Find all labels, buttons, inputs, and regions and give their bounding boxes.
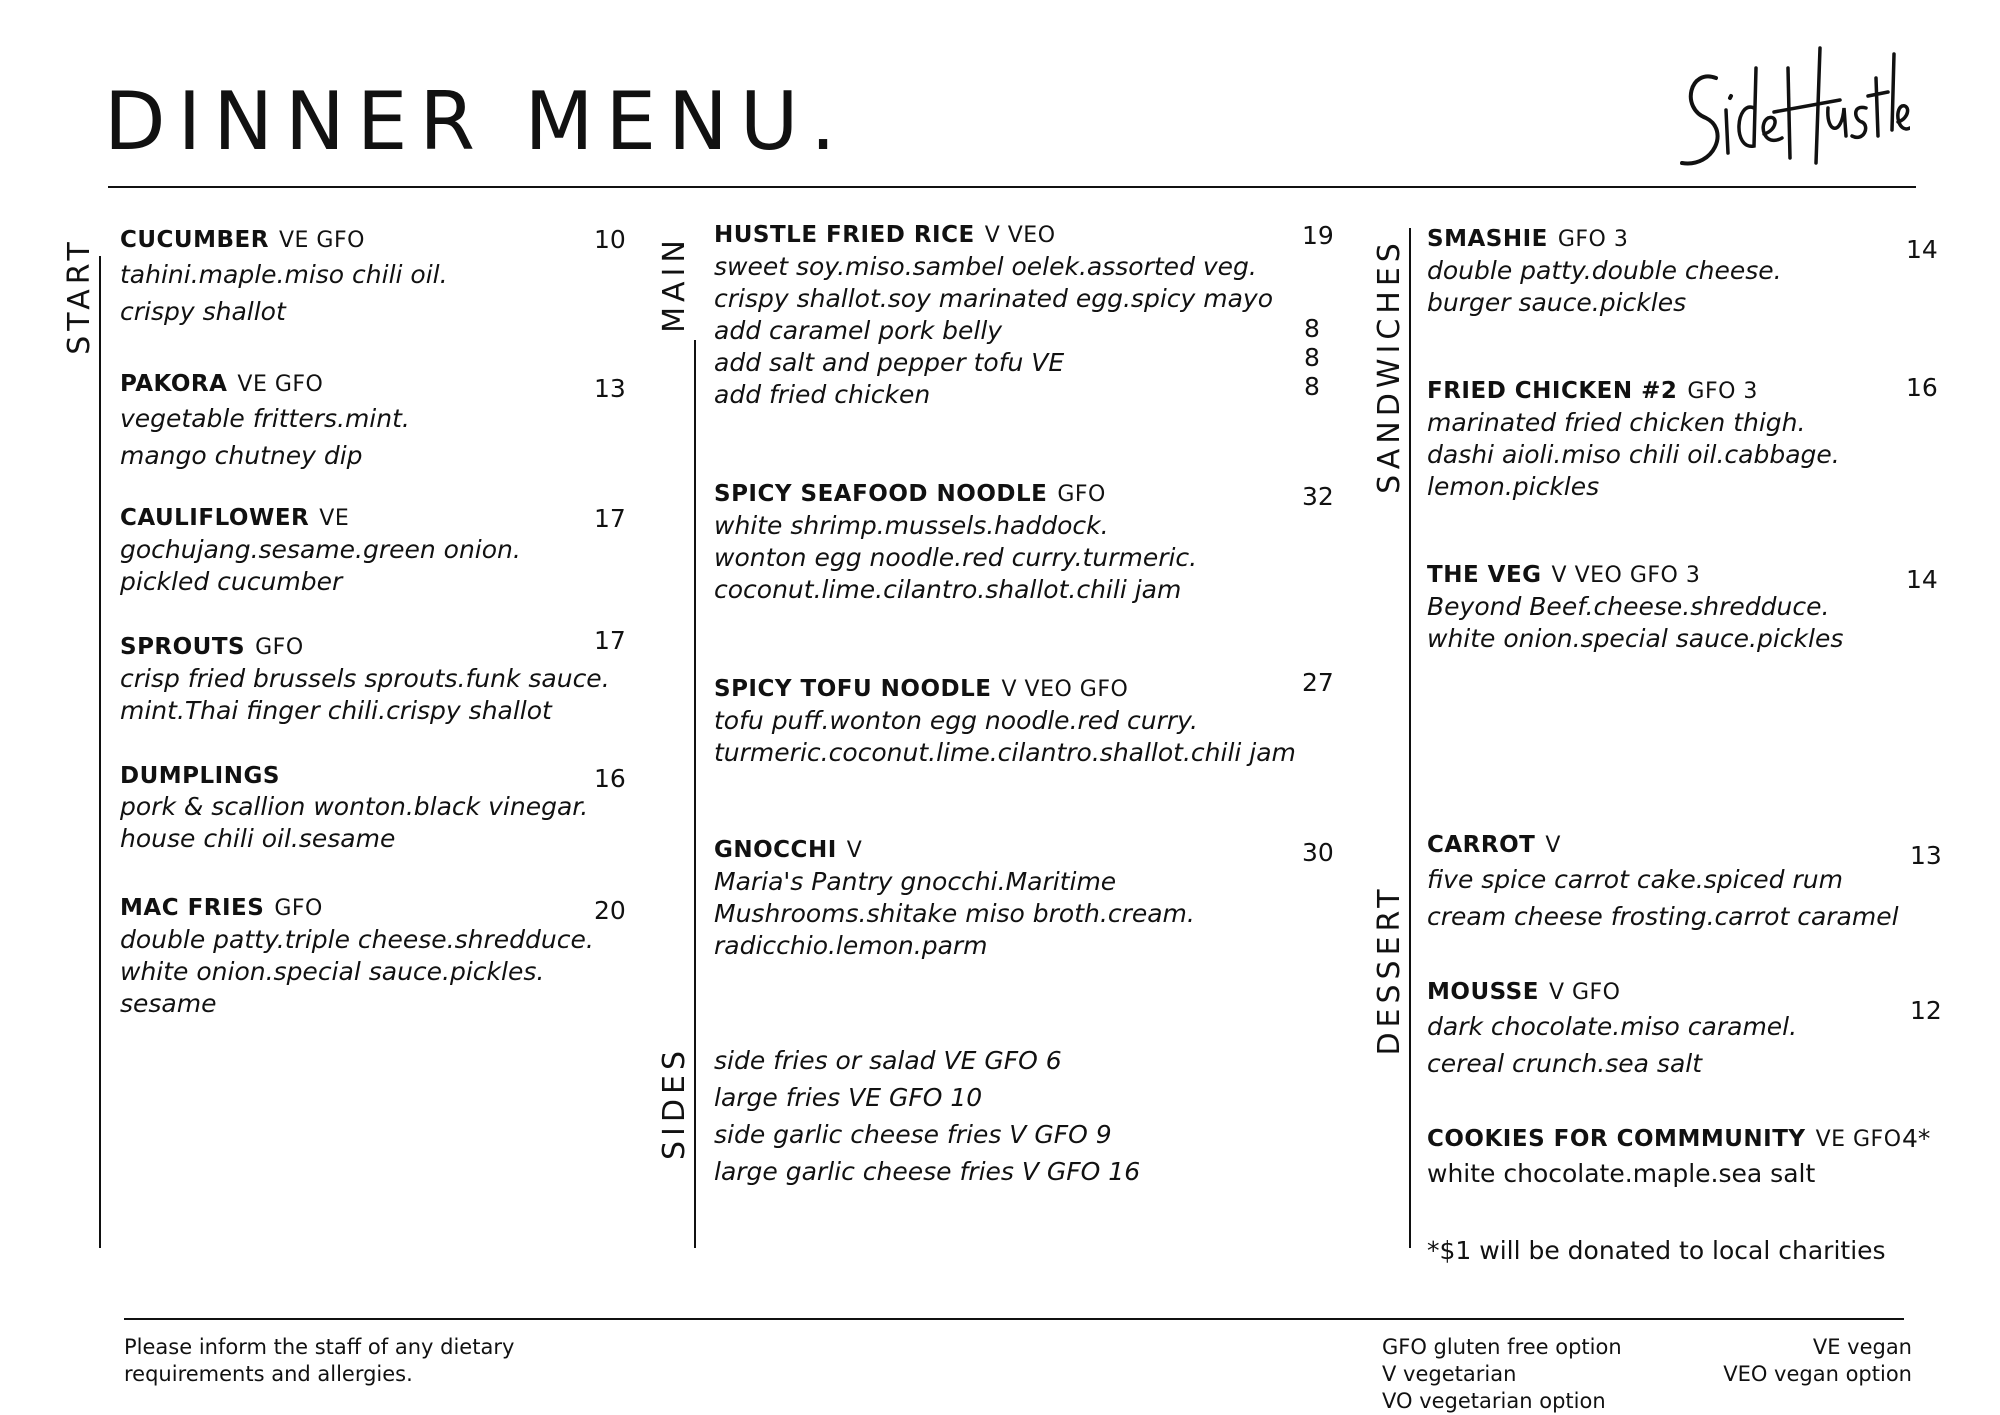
item-description: white chocolate.maple.sea salt [1427,1159,1816,1188]
item-name: HUSTLE FRIED RICE [714,222,975,248]
item-name: FRIED CHICKEN #2 [1427,378,1678,404]
menu-item-smashie [1427,224,1782,319]
addon-price: 8 [1304,343,1320,372]
item-description: marinated fried chicken thigh. dashi aioli.miso chili oil.cabbage. lemon.pickles [1427,408,1840,501]
item-description: dark chocolate.miso caramel. cereal crunch.sea salt [1427,1012,1798,1078]
item-price: 20 [594,896,626,925]
menu-item-spicy-tofu-noodle [714,674,1296,769]
item-description: tahini.maple.miso chili oil. crispy shallot [120,260,448,326]
page-title: DINNER MENU. [104,75,848,168]
menu-item-mousse [1427,977,1797,1082]
item-name: SMASHIE [1427,226,1548,252]
item-name: SPICY TOFU NOODLE [714,676,992,702]
menu-item-cucumber [120,225,448,330]
menu-item-spicy-seafood-noodle [714,479,1197,606]
addon-price: 8 [1304,372,1320,401]
item-tags: GFO 3 [1687,379,1758,404]
menu-item-cauliflower [120,503,521,598]
item-tags: V [846,838,863,863]
item-price: 14 [1906,565,1938,594]
item-price: 30 [1302,838,1334,867]
item-price: 17 [594,626,626,655]
item-price: 10 [594,225,626,254]
item-description: Maria's Pantry gnocchi.Maritime Mushrooms.shitake miso broth.cream. radicchio.lemon.parm [714,867,1195,960]
menu-item-the-veg [1427,560,1843,655]
item-description: sweet soy.miso.sambel oelek.assorted veg. crispy shallot.soy marinated egg.spicy mayo add caramel pork belly add salt and pepper tofu VE add fried chicken [714,252,1274,409]
item-price: 19 [1302,221,1334,250]
item-name: CAULIFLOWER [120,505,310,531]
dietary-legend-left: GFO gluten free option V vegetarian VO vegetarian option [1382,1335,1622,1413]
item-name: GNOCCHI [714,837,837,863]
item-tags: VE GFO [237,372,324,397]
item-description: five spice carrot cake.spiced rum cream cheese frosting.carrot caramel [1427,865,1899,931]
menu-item-cookies-for-community [1427,1124,1902,1192]
item-name: COOKIES FOR COMMMUNITY [1427,1126,1806,1152]
item-price: 32 [1302,482,1334,511]
section-label-sides: SIDES [657,1046,692,1160]
item-tags: GFO 3 [1557,227,1629,252]
item-name: SPICY SEAFOOD NOODLE [714,481,1048,507]
item-tags: VE GFO [1815,1127,1902,1152]
item-price: 16 [1906,373,1938,402]
item-price: 12 [1910,996,1942,1025]
item-tags: V VEO [984,223,1056,248]
menu-item-mac-fries [120,893,594,1020]
item-price: 17 [594,504,626,533]
list-item: side garlic cheese fries V GFO 9 [714,1120,1112,1149]
item-description: double patty.double cheese. burger sauce.pickles [1427,256,1782,317]
section-label-dessert: DESSERT [1372,884,1407,1056]
item-price: 4* [1902,1124,1931,1153]
menu-item-sprouts [120,632,610,727]
main-column-divider [694,340,696,1248]
item-name: SPROUTS [120,634,246,660]
start-column-divider [99,256,101,1248]
item-name: DUMPLINGS [120,763,280,789]
item-description: tofu puff.wonton egg noodle.red curry. turmeric.coconut.lime.cilantro.shallot.chili jam [714,706,1296,767]
item-description: Beyond Beef.cheese.shredduce. white onion.special sauce.pickles [1427,592,1844,653]
item-price: 16 [594,764,626,793]
item-price: 13 [1910,841,1942,870]
menu-item-fried-chicken-2 [1427,376,1840,503]
item-price: 13 [594,374,626,403]
menu-item-dumplings [120,761,588,855]
item-name: CUCUMBER [120,227,269,253]
item-description: crisp fried brussels sprouts.funk sauce. mint.Thai finger chili.crispy shallot [120,664,610,725]
item-description: vegetable fritters.mint. mango chutney dip [120,404,410,470]
item-name: PAKORA [120,371,228,397]
item-name: CARROT [1427,832,1536,858]
item-tags: VE [319,506,350,531]
menu-item-carrot [1427,830,1899,935]
header-divider [108,186,1916,188]
list-item: side fries or salad VE GFO 6 [714,1046,1062,1075]
menu-item-hustle-fried-rice [714,220,1273,411]
item-name: MAC FRIES [120,895,265,921]
dietary-legend-right: VE vegan VEO vegan option [1723,1335,1912,1386]
item-tags: GFO [1057,482,1106,507]
charity-note: *$1 will be donated to local charities [1427,1236,1886,1265]
item-tags: GFO [255,635,304,660]
item-price: 14 [1906,235,1938,264]
section-label-main: MAIN [657,235,692,333]
addon-price: 8 [1304,314,1320,343]
list-item: large garlic cheese fries V GFO 16 [714,1157,1141,1186]
item-description: white shrimp.mussels.haddock. wonton egg noodle.red curry.turmeric. coconut.lime.cilantro.shallot.chili jam [714,511,1198,604]
item-tags: V VEO GFO [1001,677,1129,702]
item-name: THE VEG [1427,562,1542,588]
item-description: gochujang.sesame.green onion. pickled cucumber [120,535,521,596]
list-item: large fries VE GFO 10 [714,1083,983,1112]
footer-divider [124,1318,1904,1320]
item-name: MOUSSE [1427,979,1539,1005]
item-description: pork & scallion wonton.black vinegar. house chili oil.sesame [120,792,589,853]
item-price: 27 [1302,668,1334,697]
menu-item-pakora [120,369,410,474]
item-tags: V [1545,833,1561,858]
item-tags: VE GFO [278,228,365,253]
item-description: double patty.triple cheese.shredduce. white onion.special sauce.pickles. sesame [120,925,594,1018]
item-tags: GFO [274,896,323,921]
section-label-sandwiches: SANDWICHES [1372,238,1407,494]
item-tags: V GFO [1548,980,1621,1005]
section-label-start: START [62,237,97,355]
menu-item-gnocchi [714,835,1195,962]
sides-list [714,1042,1140,1190]
side-hustle-logo [1670,38,1910,188]
allergy-note: Please inform the staff of any dietary requirements and allergies. [124,1335,515,1386]
item-tags: V VEO GFO 3 [1551,563,1701,588]
sandwiches-column-divider [1409,228,1411,1248]
